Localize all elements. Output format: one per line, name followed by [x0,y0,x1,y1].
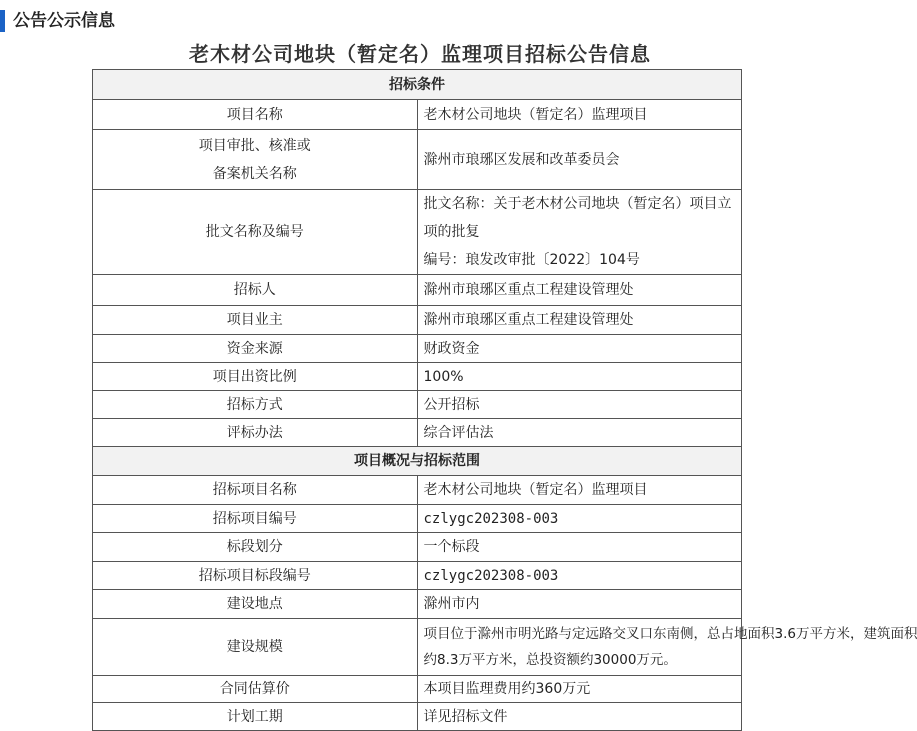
row-value: 财政资金 [417,335,742,363]
row-value-line: 批文名称：关于老木材公司地块（暂定名）项目立项的批复 [423,196,732,240]
table-row [93,335,742,363]
row-label: 建设地点 [93,590,418,619]
row-label: 评标办法 [93,419,418,447]
row-value [417,619,917,676]
table-row [93,703,742,731]
row-value-line: 约8.3万平方米，总投资额约30000万元。 [423,652,677,668]
row-label: 资金来源 [93,335,418,363]
table-row [93,590,742,619]
row-label: 招标项目标段编号 [93,562,418,590]
table-row [93,363,742,391]
row-value: czlygc202308-003 [417,562,742,590]
table-row [93,505,742,533]
row-label: 批文名称及编号 [93,190,418,275]
table-row [93,562,742,590]
row-label: 建设规模 [93,619,418,676]
row-value: 滁州市内 [417,590,742,619]
table-row [93,306,742,335]
table-row [93,190,742,275]
row-label: 招标人 [93,275,418,306]
table-row [93,100,742,130]
row-value-line: 项目位于滁州市明光路与定远路交叉口东南侧，总占地面积3.6万平方米，建筑面积 [423,626,917,642]
row-value: 详见招标文件 [417,703,742,731]
section-header-accent-bar [0,10,5,32]
row-value: 老木材公司地块（暂定名）监理项目 [417,476,742,505]
table-row [93,130,742,190]
row-label: 招标项目编号 [93,505,418,533]
row-label: 招标项目名称 [93,476,418,505]
row-value: 综合评估法 [417,419,742,447]
row-value: 一个标段 [417,533,742,562]
section-header-label: 公告公示信息 [13,11,115,31]
row-value: 公开招标 [417,391,742,419]
row-value-line: 编号：琅发改审批〔2022〕104号 [423,252,640,268]
row-value: 本项目监理费用约360万元 [417,676,742,703]
row-value: 滁州市琅琊区重点工程建设管理处 [417,306,742,335]
row-label-line: 项目审批、核准或 [198,137,311,154]
row-value: 100% [417,363,742,391]
row-label [93,130,418,190]
row-label: 项目名称 [93,100,418,130]
row-value: 滁州市琅琊区发展和改革委员会 [417,130,742,190]
row-label: 计划工期 [93,703,418,731]
table-row [93,533,742,562]
table-row [93,419,742,447]
tender-info-table [92,69,917,731]
row-label: 项目出资比例 [93,363,418,391]
section-heading: 招标条件 [93,70,742,100]
section-heading-row [93,70,742,100]
row-label: 合同估算价 [93,676,418,703]
page-title: 老木材公司地块（暂定名）监理项目招标公告信息 [189,42,651,66]
table-row [93,676,742,703]
row-label: 标段划分 [93,533,418,562]
table-row [93,391,742,419]
row-value: czlygc202308-003 [417,505,742,533]
section-header [0,0,840,38]
section-heading: 项目概况与招标范围 [93,447,742,476]
table-row [93,476,742,505]
table-row [93,619,742,676]
row-value [417,190,742,275]
row-value: 滁州市琅琊区重点工程建设管理处 [417,275,742,306]
row-value: 老木材公司地块（暂定名）监理项目 [417,100,742,130]
row-label: 项目业主 [93,306,418,335]
row-label: 招标方式 [93,391,418,419]
row-label-line: 备案机关名称 [212,165,297,182]
table-row [93,275,742,306]
section-heading-row [93,447,742,476]
